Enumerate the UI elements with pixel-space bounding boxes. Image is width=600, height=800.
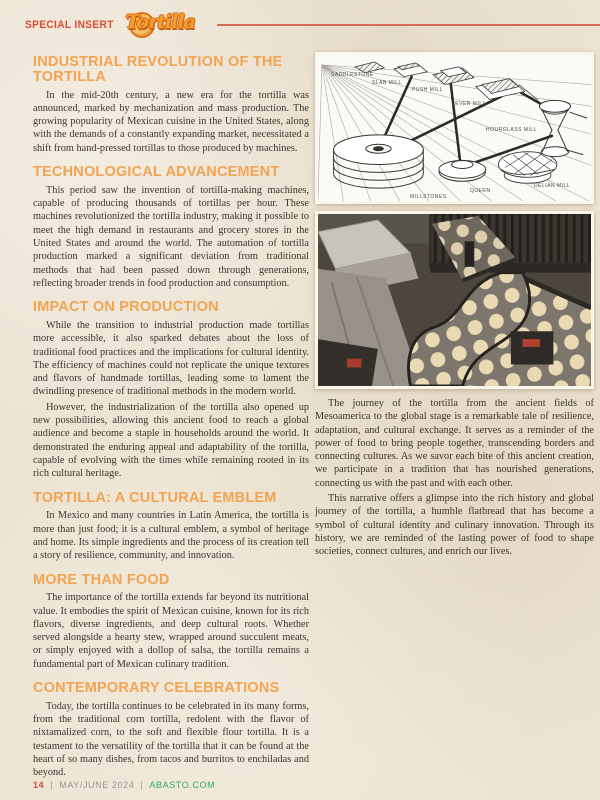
section-heading: IMPACT ON PRODUCTION (33, 299, 219, 316)
section-paragraph: The importance of the tortilla extends far beyond its nutritional value. It embodies the spirit of Mexican cuisine, known for its rich flavors, diverse ingredients, and deep cultural roots. Whether served alongside a hearty stew, wrapped around succulent meats, or simply enjoyed with a dollop of salsa, the tortilla remains a fundamental part of Mexican culinary tradition. (33, 592, 309, 670)
diagram-label-hourglass-mill: HOURGLASS MILL (486, 127, 537, 133)
diagram-label-millstones: MILLSTONES (410, 194, 447, 200)
section-impact-on-production (33, 300, 309, 480)
page-header (25, 8, 600, 42)
section-paragraph: This period saw the invention of tortilla-making machines, capable of producing thousands of tortillas per hour. These machines revolutionized the tortilla industry, making it possible to meet the high demand in restaurants and grocery stores in the United States and around the world. The automation of tortilla production marked a significant deviation from traditional methods that had been passed down through generations, reflecting broader trends in food production and consumption. (33, 184, 309, 289)
section-technological-advancement (33, 165, 309, 290)
diagram-label-lever-mill: LEVER MILL (452, 101, 486, 107)
section-heading: MORE THAN FOOD (33, 571, 170, 588)
website-url: ABASTO.COM (149, 780, 216, 790)
section-heading: INDUSTRIAL REVOLUTION OF THE TORTILLA (33, 54, 283, 85)
section-paragraph: In Mexico and many countries in Latin America, the tortilla is more than just food; it is a cultural emblem, a symbol of heritage and home. Its simple ingredients and the process of its creation tell a story of resilience, community, and innovation. (33, 510, 309, 562)
section-contemporary-celebrations (33, 681, 309, 780)
right-column-text (315, 397, 594, 559)
diagram-label-quern: QUERN (470, 188, 491, 194)
right-column (315, 52, 594, 782)
diagram-label-slab-mill: SLAB MILL (372, 80, 402, 86)
section-paragraph: However, the industrialization of the tortilla also opened up new possibilities, allowing this ancient food to reach a global audience and become a staple in households around the world. It demonstrated the enduring appeal and adaptability of the tortilla, capable of evolving with the times while remaining rooted in its rich cultural heritage. (33, 401, 309, 480)
content-columns (33, 52, 594, 782)
section-heading: TECHNOLOGICAL ADVANCEMENT (33, 164, 280, 181)
header-rule-line (217, 24, 600, 26)
section-heading: CONTEMPORARY CELEBRATIONS (33, 680, 280, 697)
section-heading: TORTILLA: A CULTURAL EMBLEM (33, 489, 277, 506)
footer-separator (141, 781, 142, 790)
left-text-column (33, 52, 309, 782)
section-paragraph: Today, the tortilla continues to be celebrated in its many forms, from the traditional corn tortilla, redolent with the flavor of nixtamalized corn, to the soft and flexible flour tortilla. It is a testament to the versatility of the tortilla that it can be found at the heart of so many dishes, from tacos and burritos to enchiladas and beyond. (33, 700, 309, 779)
section-paragraph: While the transition to industrial production made tortillas more accessible, it also sparked debates about the loss of traditional food practices and the implications for cultural identity. The efficiency of machines could not replicate the unique textures and flavors of handmade tortillas, leading some to lament the dwindling presence of traditional methods in the modern world. (33, 319, 309, 398)
section-paragraph: In the mid-20th century, a new era for the tortilla was announced, marked by mechanization and mass production. The growing popularity of Mexican cuisine in the United States, along with the demands of a constantly expanding market, necessitated a shift from hand-pressed tortillas to those produced by machines. (33, 89, 309, 154)
tortilla-factory-photo (315, 211, 594, 389)
page-footer (33, 780, 215, 790)
section-more-than-food (33, 573, 309, 672)
page-number: 14 (33, 780, 45, 790)
closing-paragraph: The journey of the tortilla from the ancient fields of Mesoamerica to the global stage is a remarkable tale of resilience, adaptation, and cultural exchange. It serves as a reminder of the power of food to bring people together, transcending borders and connecting cultures. As we savor each bite of this ancient creation, we participate in a tradition that has nourished generations, connecting us with the past and with each other. (315, 398, 594, 489)
diagram-label-push-mill: PUSH MILL (412, 87, 443, 93)
tortilla-logo-text: Tortilla (125, 11, 195, 33)
tortilla-logo (125, 8, 203, 42)
section-industrial-revolution (33, 55, 309, 155)
special-insert-kicker: SPECIAL INSERT (25, 19, 114, 31)
mills-evolution-diagram (315, 52, 594, 204)
section-cultural-emblem (33, 491, 309, 563)
closing-paragraph: This narrative offers a glimpse into the rich history and global journey of the tortilla, a humble flatbread that has become a symbol of cultural identity and culinary innovation. Through its history, we are reminded of the lasting power of food to shape societies, connect cultures, and enrich our lives. (315, 493, 594, 558)
diagram-label-saddlestone: SADDLESTONE (331, 72, 374, 78)
footer-separator (51, 781, 52, 790)
diagram-label-delian-mill: DELIAN MILL (534, 183, 571, 189)
issue-date: MAY/JUNE 2024 (59, 780, 135, 790)
photo-art (318, 214, 591, 386)
